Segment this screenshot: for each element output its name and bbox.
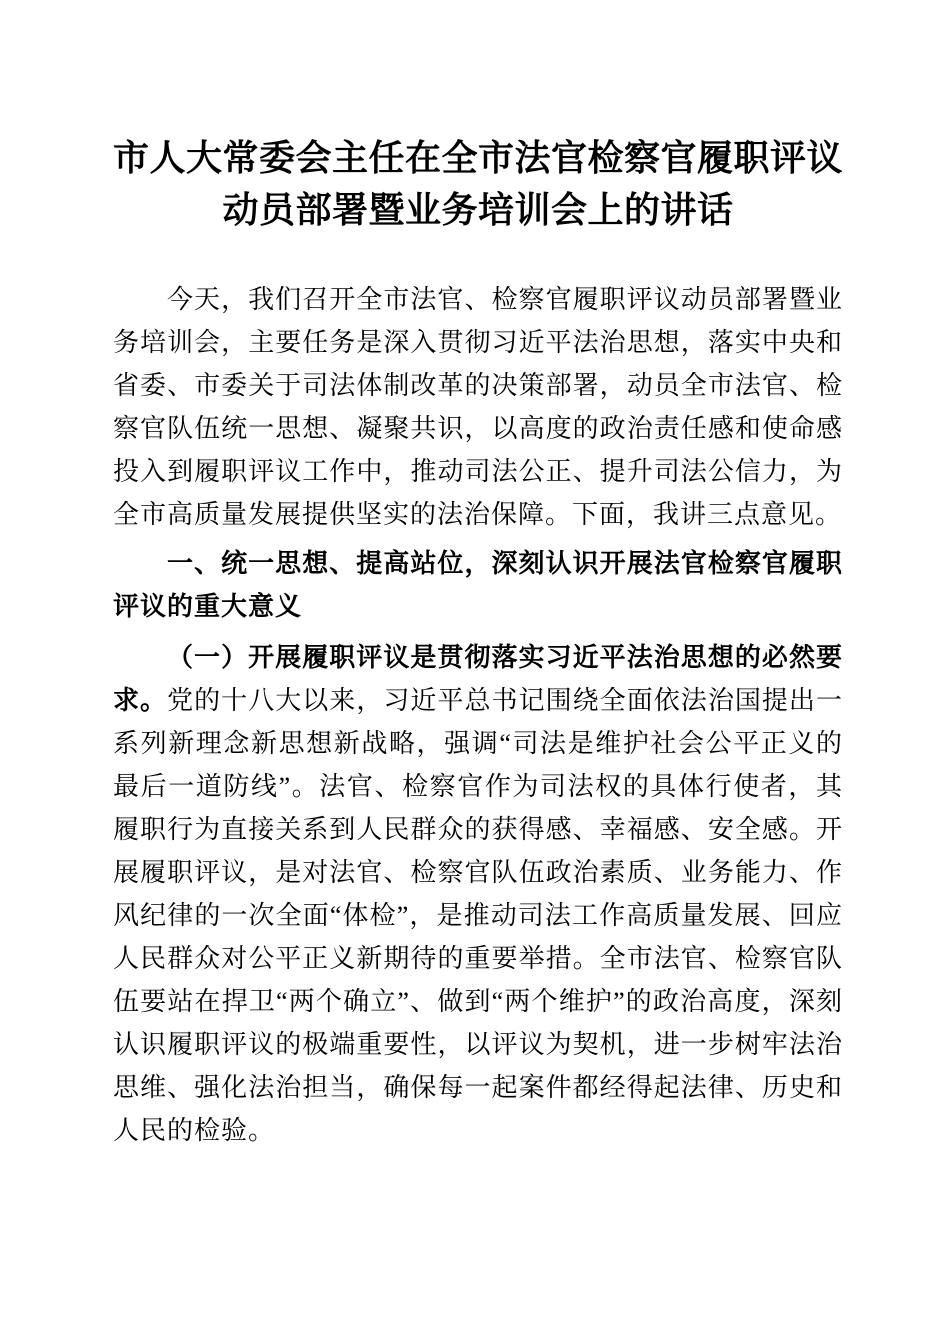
section-1-heading: 一、统一思想、提高站位，深刻认识开展法官检察官履职评议的重大意义 xyxy=(113,548,843,621)
item-1-body-text: 党的十八大以来，习近平总书记围绕全面依法治国提出一系列新理念新思想新战略，强调“司法是维护社会公平正义的最后一道防线”。法官、检察官作为司法权的具体行使者，其履职行为直接关系到人民群众的获得感、幸福感、安全感。开展履职评议，是对法官、检察官队伍政治素质、业务能力、作风纪律的一次全面“体检”，是推动司法工作高质量发展、回应人民群众对公平正义新期待的重要举措。全市法官、检察官队伍要站在捍卫“两个确立”、做到“两个维护”的政治高度，深刻认识履职评议的极端重要性，以评议为契机，进一步树牢法治思维、强化法治担当，确保每一起案件都经得起法律、历史和人民的检验。 xyxy=(113,686,843,1145)
section-1-item-1-paragraph xyxy=(113,636,843,1152)
document-title: 市人大常委会主任在全市法官检察官履职评议动员部署暨业务培训会上的讲话 xyxy=(113,138,844,230)
item-1-lead-sentence: （一）开展履职评议是贯彻落实习近平法治思想的必然要求。 xyxy=(113,643,843,715)
intro-paragraph: 今天，我们召开全市法官、检察官履职评议动员部署暨业务培训会，主要任务是深入贯彻习近平法治思想，落实中央和省委、市委关于司法体制改革的决策部署，动员全市法官、检察官队伍统一思想、凝聚共识，以高度的政治责任感和使命感投入到履职评议工作中，推动司法公正、提升司法公信力，为全市高质量发展提供坚实的法治保障。下面，我讲三点意见。 xyxy=(113,285,843,529)
